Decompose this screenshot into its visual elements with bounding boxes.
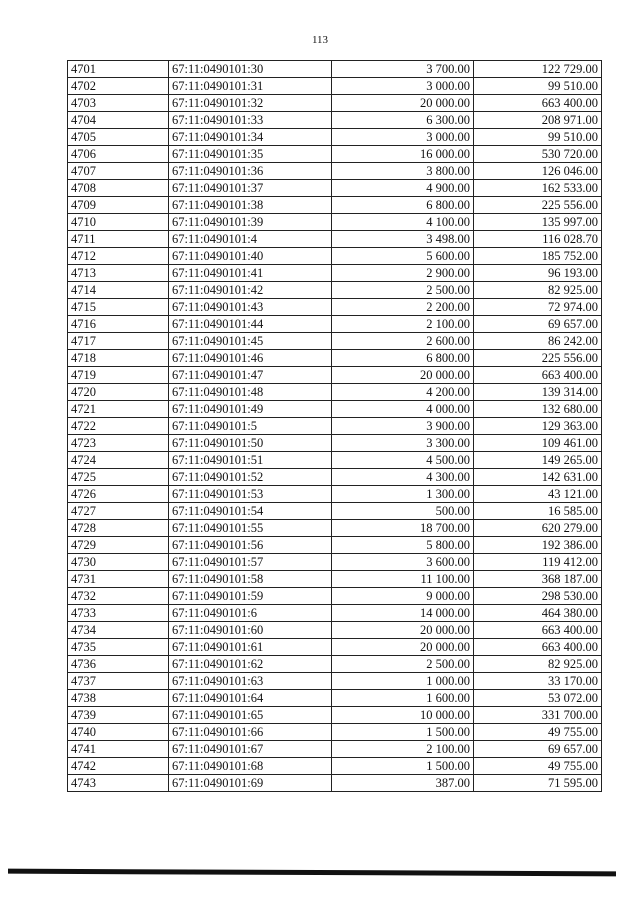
- row-number-cell: 4702: [68, 78, 169, 95]
- cadastral-number-cell: 67:11:0490101:69: [169, 775, 332, 792]
- row-number-cell: 4712: [68, 248, 169, 265]
- cadastral-number-cell: 67:11:0490101:6: [169, 605, 332, 622]
- area-cell: 2 900.00: [332, 265, 474, 282]
- page-number: 113: [311, 34, 329, 46]
- cadastral-value-cell: 298 530.00: [474, 588, 602, 605]
- cadastral-value-cell: 663 400.00: [474, 367, 602, 384]
- cadastral-value-cell: 53 072.00: [474, 690, 602, 707]
- cadastral-value-cell: 663 400.00: [474, 622, 602, 639]
- row-number-cell: 4739: [68, 707, 169, 724]
- area-cell: 14 000.00: [332, 605, 474, 622]
- cadastral-number-cell: 67:11:0490101:50: [169, 435, 332, 452]
- cadastral-number-cell: 67:11:0490101:67: [169, 741, 332, 758]
- cadastral-number-cell: 67:11:0490101:45: [169, 333, 332, 350]
- cadastral-value-cell: 69 657.00: [474, 316, 602, 333]
- cadastral-value-cell: 109 461.00: [474, 435, 602, 452]
- table-row: [68, 571, 602, 588]
- area-cell: 2 100.00: [332, 316, 474, 333]
- cadastral-number-cell: 67:11:0490101:46: [169, 350, 332, 367]
- row-number-cell: 4711: [68, 231, 169, 248]
- row-number-cell: 4717: [68, 333, 169, 350]
- cadastral-value-cell: 129 363.00: [474, 418, 602, 435]
- row-number-cell: 4715: [68, 299, 169, 316]
- table-row: [68, 248, 602, 265]
- row-number-cell: 4741: [68, 741, 169, 758]
- row-number-cell: 4738: [68, 690, 169, 707]
- cadastral-number-cell: 67:11:0490101:43: [169, 299, 332, 316]
- area-cell: 9 000.00: [332, 588, 474, 605]
- cadastral-number-cell: 67:11:0490101:57: [169, 554, 332, 571]
- table-row: [68, 146, 602, 163]
- row-number-cell: 4730: [68, 554, 169, 571]
- area-cell: 6 800.00: [332, 350, 474, 367]
- table-row: [68, 367, 602, 384]
- row-number-cell: 4729: [68, 537, 169, 554]
- row-number-cell: 4740: [68, 724, 169, 741]
- table-row: [68, 333, 602, 350]
- cadastral-value-cell: 43 121.00: [474, 486, 602, 503]
- cadastral-value-cell: 162 533.00: [474, 180, 602, 197]
- area-cell: 1 600.00: [332, 690, 474, 707]
- table-row: [68, 758, 602, 775]
- area-cell: 16 000.00: [332, 146, 474, 163]
- cadastral-value-cell: 69 657.00: [474, 741, 602, 758]
- area-cell: 4 500.00: [332, 452, 474, 469]
- cadastral-number-cell: 67:11:0490101:33: [169, 112, 332, 129]
- cadastral-number-cell: 67:11:0490101:61: [169, 639, 332, 656]
- cadastral-number-cell: 67:11:0490101:53: [169, 486, 332, 503]
- area-cell: 1 500.00: [332, 724, 474, 741]
- table-row: [68, 282, 602, 299]
- area-cell: 1 000.00: [332, 673, 474, 690]
- cadastral-value-cell: 16 585.00: [474, 503, 602, 520]
- row-number-cell: 4735: [68, 639, 169, 656]
- table-body: [68, 61, 602, 792]
- area-cell: 3 800.00: [332, 163, 474, 180]
- cadastral-number-cell: 67:11:0490101:34: [169, 129, 332, 146]
- table-row: [68, 707, 602, 724]
- table-row: [68, 61, 602, 78]
- area-cell: 20 000.00: [332, 367, 474, 384]
- cadastral-value-cell: 82 925.00: [474, 656, 602, 673]
- cadastral-number-cell: 67:11:0490101:52: [169, 469, 332, 486]
- table-row: [68, 435, 602, 452]
- cadastral-value-cell: 663 400.00: [474, 95, 602, 112]
- area-cell: 4 200.00: [332, 384, 474, 401]
- cadastral-value-cell: 135 997.00: [474, 214, 602, 231]
- cadastral-value-cell: 119 412.00: [474, 554, 602, 571]
- area-cell: 18 700.00: [332, 520, 474, 537]
- cadastral-number-cell: 67:11:0490101:64: [169, 690, 332, 707]
- cadastral-number-cell: 67:11:0490101:30: [169, 61, 332, 78]
- table-row: [68, 690, 602, 707]
- footer-rule: [8, 869, 616, 877]
- cadastral-value-cell: 208 971.00: [474, 112, 602, 129]
- area-cell: 500.00: [332, 503, 474, 520]
- cadastral-value-cell: 331 700.00: [474, 707, 602, 724]
- area-cell: 3 600.00: [332, 554, 474, 571]
- area-cell: 5 800.00: [332, 537, 474, 554]
- cadastral-value-cell: 185 752.00: [474, 248, 602, 265]
- cadastral-number-cell: 67:11:0490101:42: [169, 282, 332, 299]
- cadastral-value-cell: 116 028.70: [474, 231, 602, 248]
- row-number-cell: 4704: [68, 112, 169, 129]
- table-row: [68, 588, 602, 605]
- cadastral-number-cell: 67:11:0490101:51: [169, 452, 332, 469]
- row-number-cell: 4726: [68, 486, 169, 503]
- cadastral-value-cell: 530 720.00: [474, 146, 602, 163]
- table-row: [68, 554, 602, 571]
- cadastral-value-cell: 96 193.00: [474, 265, 602, 282]
- cadastral-number-cell: 67:11:0490101:38: [169, 197, 332, 214]
- cadastral-value-cell: 99 510.00: [474, 129, 602, 146]
- row-number-cell: 4725: [68, 469, 169, 486]
- row-number-cell: 4714: [68, 282, 169, 299]
- area-cell: 20 000.00: [332, 95, 474, 112]
- table-row: [68, 622, 602, 639]
- table-row: [68, 486, 602, 503]
- area-cell: 5 600.00: [332, 248, 474, 265]
- area-cell: 20 000.00: [332, 639, 474, 656]
- area-cell: 1 500.00: [332, 758, 474, 775]
- table-row: [68, 520, 602, 537]
- row-number-cell: 4731: [68, 571, 169, 588]
- table-row: [68, 639, 602, 656]
- table-row: [68, 775, 602, 792]
- cadastral-number-cell: 67:11:0490101:5: [169, 418, 332, 435]
- row-number-cell: 4728: [68, 520, 169, 537]
- cadastral-number-cell: 67:11:0490101:36: [169, 163, 332, 180]
- cadastral-number-cell: 67:11:0490101:55: [169, 520, 332, 537]
- area-cell: 3 000.00: [332, 78, 474, 95]
- area-cell: 387.00: [332, 775, 474, 792]
- cadastral-value-cell: 368 187.00: [474, 571, 602, 588]
- cadastral-number-cell: 67:11:0490101:40: [169, 248, 332, 265]
- area-cell: 3 700.00: [332, 61, 474, 78]
- table-row: [68, 78, 602, 95]
- row-number-cell: 4722: [68, 418, 169, 435]
- cadastral-number-cell: 67:11:0490101:4: [169, 231, 332, 248]
- area-cell: 2 600.00: [332, 333, 474, 350]
- area-cell: 4 300.00: [332, 469, 474, 486]
- cadastral-number-cell: 67:11:0490101:32: [169, 95, 332, 112]
- table-row: [68, 180, 602, 197]
- table-row: [68, 214, 602, 231]
- cadastral-value-cell: 663 400.00: [474, 639, 602, 656]
- row-number-cell: 4720: [68, 384, 169, 401]
- cadastral-value-cell: 82 925.00: [474, 282, 602, 299]
- table-row: [68, 656, 602, 673]
- cadastral-value-cell: 72 974.00: [474, 299, 602, 316]
- cadastral-number-cell: 67:11:0490101:31: [169, 78, 332, 95]
- table-row: [68, 418, 602, 435]
- table-row: [68, 197, 602, 214]
- table-row: [68, 384, 602, 401]
- row-number-cell: 4719: [68, 367, 169, 384]
- table-row: [68, 265, 602, 282]
- table-row: [68, 605, 602, 622]
- cadastral-value-cell: 225 556.00: [474, 350, 602, 367]
- table-row: [68, 163, 602, 180]
- table-row: [68, 673, 602, 690]
- area-cell: 6 300.00: [332, 112, 474, 129]
- cadastral-value-cell: 620 279.00: [474, 520, 602, 537]
- cadastral-value-cell: 99 510.00: [474, 78, 602, 95]
- table-row: [68, 316, 602, 333]
- cadastral-number-cell: 67:11:0490101:65: [169, 707, 332, 724]
- area-cell: 4 100.00: [332, 214, 474, 231]
- row-number-cell: 4710: [68, 214, 169, 231]
- row-number-cell: 4736: [68, 656, 169, 673]
- cadastral-number-cell: 67:11:0490101:49: [169, 401, 332, 418]
- area-cell: 10 000.00: [332, 707, 474, 724]
- table-row: [68, 231, 602, 248]
- cadastral-number-cell: 67:11:0490101:37: [169, 180, 332, 197]
- cadastral-number-cell: 67:11:0490101:48: [169, 384, 332, 401]
- cadastral-number-cell: 67:11:0490101:56: [169, 537, 332, 554]
- row-number-cell: 4727: [68, 503, 169, 520]
- row-number-cell: 4716: [68, 316, 169, 333]
- area-cell: 2 500.00: [332, 282, 474, 299]
- row-number-cell: 4724: [68, 452, 169, 469]
- area-cell: 3 498.00: [332, 231, 474, 248]
- cadastral-value-cell: 464 380.00: [474, 605, 602, 622]
- table-row: [68, 503, 602, 520]
- area-cell: 1 300.00: [332, 486, 474, 503]
- cadastral-value-cell: 122 729.00: [474, 61, 602, 78]
- cadastral-number-cell: 67:11:0490101:63: [169, 673, 332, 690]
- table-row: [68, 537, 602, 554]
- row-number-cell: 4721: [68, 401, 169, 418]
- row-number-cell: 4706: [68, 146, 169, 163]
- cadastral-value-cell: 225 556.00: [474, 197, 602, 214]
- area-cell: 4 900.00: [332, 180, 474, 197]
- row-number-cell: 4718: [68, 350, 169, 367]
- cadastral-number-cell: 67:11:0490101:66: [169, 724, 332, 741]
- area-cell: 2 100.00: [332, 741, 474, 758]
- cadastral-value-cell: 126 046.00: [474, 163, 602, 180]
- cadastral-number-cell: 67:11:0490101:35: [169, 146, 332, 163]
- row-number-cell: 4723: [68, 435, 169, 452]
- area-cell: 6 800.00: [332, 197, 474, 214]
- row-number-cell: 4701: [68, 61, 169, 78]
- row-number-cell: 4703: [68, 95, 169, 112]
- row-number-cell: 4708: [68, 180, 169, 197]
- row-number-cell: 4707: [68, 163, 169, 180]
- cadastral-value-cell: 86 242.00: [474, 333, 602, 350]
- cadastral-number-cell: 67:11:0490101:58: [169, 571, 332, 588]
- cadastral-value-cell: 132 680.00: [474, 401, 602, 418]
- cadastral-value-cell: 49 755.00: [474, 758, 602, 775]
- cadastral-number-cell: 67:11:0490101:41: [169, 265, 332, 282]
- cadastral-number-cell: 67:11:0490101:44: [169, 316, 332, 333]
- row-number-cell: 4733: [68, 605, 169, 622]
- cadastral-number-cell: 67:11:0490101:39: [169, 214, 332, 231]
- cadastral-number-cell: 67:11:0490101:62: [169, 656, 332, 673]
- area-cell: 3 000.00: [332, 129, 474, 146]
- row-number-cell: 4737: [68, 673, 169, 690]
- table-row: [68, 401, 602, 418]
- table-row: [68, 741, 602, 758]
- row-number-cell: 4713: [68, 265, 169, 282]
- cadastral-value-cell: 33 170.00: [474, 673, 602, 690]
- table-row: [68, 452, 602, 469]
- area-cell: 2 200.00: [332, 299, 474, 316]
- table-row: [68, 724, 602, 741]
- row-number-cell: 4734: [68, 622, 169, 639]
- table-row: [68, 129, 602, 146]
- row-number-cell: 4743: [68, 775, 169, 792]
- area-cell: 3 900.00: [332, 418, 474, 435]
- table-row: [68, 469, 602, 486]
- cadastral-value-cell: 139 314.00: [474, 384, 602, 401]
- area-cell: 20 000.00: [332, 622, 474, 639]
- cadastral-value-cell: 142 631.00: [474, 469, 602, 486]
- land-plot-table: [67, 60, 602, 792]
- cadastral-number-cell: 67:11:0490101:68: [169, 758, 332, 775]
- table-row: [68, 112, 602, 129]
- area-cell: 11 100.00: [332, 571, 474, 588]
- table-row: [68, 95, 602, 112]
- row-number-cell: 4742: [68, 758, 169, 775]
- table-row: [68, 350, 602, 367]
- row-number-cell: 4732: [68, 588, 169, 605]
- row-number-cell: 4709: [68, 197, 169, 214]
- cadastral-value-cell: 149 265.00: [474, 452, 602, 469]
- area-cell: 3 300.00: [332, 435, 474, 452]
- cadastral-number-cell: 67:11:0490101:59: [169, 588, 332, 605]
- cadastral-number-cell: 67:11:0490101:54: [169, 503, 332, 520]
- row-number-cell: 4705: [68, 129, 169, 146]
- cadastral-number-cell: 67:11:0490101:60: [169, 622, 332, 639]
- area-cell: 4 000.00: [332, 401, 474, 418]
- cadastral-value-cell: 49 755.00: [474, 724, 602, 741]
- cadastral-value-cell: 192 386.00: [474, 537, 602, 554]
- cadastral-value-cell: 71 595.00: [474, 775, 602, 792]
- cadastral-number-cell: 67:11:0490101:47: [169, 367, 332, 384]
- table-row: [68, 299, 602, 316]
- area-cell: 2 500.00: [332, 656, 474, 673]
